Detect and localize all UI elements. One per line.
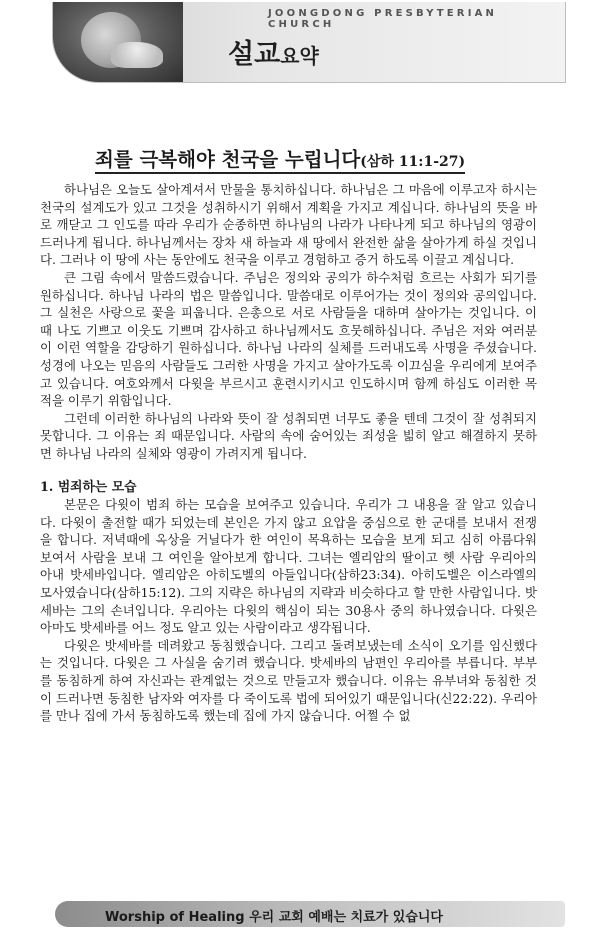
sermon-title-main: 죄를 극복해야 천국을 누립니다 bbox=[95, 148, 361, 171]
paragraph: 하나님은 오늘도 살아계셔서 만물을 통치하십니다. 하나님은 그 마음에 이루고자 하시는 천국의 설계도가 있고 그것을 성취하시기 위해서 계획을 가지고 계십니다. 하나님의 뜻을 바로 깨닫고 그 인도를 따라 우리가 순종하면 하나님의 나라가 나타나게 되고 하나님의 영광이 드러나게 됩니다. 하나님께서는 장차 새 하늘과 새 땅에서 완전한 삶을 살아가게 하실 것입니다. 그러나 이 땅에 사는 동안에도 천국을 이루고 경험하고 증거 하도록 이끌고 계십니다. bbox=[40, 182, 537, 268]
paragraph: 큰 그림 속에서 말씀드렸습니다. 주님은 정의와 공의가 하수처럼 흐르는 사회가 되기를 원하십니다. 하나님 나라의 법은 말씀입니다. 말씀대로 이루어가는 것이 정의와 공의입니다. 그 실천은 사랑으로 꽃을 피웁니다. 은총으로 서로 사람들을 대하며 살아가는 것입니다. 이 때 나도 기쁘고 이웃도 기쁘며 감사하고 하나님께서도 흐뭇해하십니다. 주님은 저와 여러분이 이런 역할을 감당하기 원하십니다. 하나님 나라의 실체를 드러내도록 사명을 주셨습니다. 성경에 나오는 믿음의 사람들도 그러한 사명을 가지고 살아가도록 이끄심을 우리에게 보여주고 있습니다. 여호와께서 다윗을 부르시고 훈련시키시고 인도하시며 함께 하심도 이러한 목적을 이루기 위함입니다. bbox=[40, 269, 537, 409]
sermon-label-small: 요약 bbox=[280, 44, 319, 68]
sermon-summary-label bbox=[228, 32, 319, 71]
paragraph: 다윗은 밧세바를 데려왔고 동침했습니다. 그리고 돌려보냈는데 소식이 오기를 임신했다는 것입니다. 다윗은 그 사실을 숨기려 했습니다. 밧세바의 남편인 우리아를 부릅니다. 부부를 동침하게 하여 자신과는 관계없는 것으로 만들고자 했습니다. 이유는 유부녀와 동침한 것이 드러나면 동침한 남자와 여자를 다 죽이도록 법에 되어있기 때문입니다(신22:22). 우리아를 만나 집에 가서 동침하도록 했는데 집에 가지 않습니다. 어쩔 수 없 bbox=[40, 637, 537, 724]
praying-person-photo bbox=[53, 2, 183, 82]
paragraph: 그런데 이러한 하나님의 나라와 뜻이 잘 성취되면 너무도 좋을 텐데 그것이 잘 성취되지 못합니다. 그 이유는 죄 때문입니다. 사람의 속에 숨어있는 죄성을 빎히 알고 해결하지 못하면 하나님 나라의 실체와 영광이 가려지게 됩니다. bbox=[40, 410, 537, 461]
praying-hands-image bbox=[111, 42, 163, 68]
sermon-title bbox=[95, 144, 465, 174]
scripture-reference: (삼하 11:1-27) bbox=[360, 154, 466, 170]
header-banner bbox=[52, 2, 566, 83]
paragraph: 본문은 다윗이 범죄 하는 모습을 보여주고 있습니다. 우리가 그 내용을 잘 알고 있습니다. 다윗이 출전할 때가 되었는데 본인은 가지 않고 요압을 중심으로 한 군대를 보내서 전쟁을 합니다. 저녁때에 옥상을 거닐다가 한 여인이 목욕하는 모습을 보게 되고 심히 아름다워 보여서 사람을 보내 그 여인을 알아보게 합니다. 그녀는 엘리암의 딸이고 헷 사람 우리아의 아내 밧세바입니다. 엘리암은 아히도벨의 아들입니다(삼하23:34). 아히도벨은 이스라엘의 모사였습니다(삼하15:12). 그의 지략은 하나님의 지략과 비슷하다고 할 만한 사람입니다. 밧세바는 그의 손녀입니다. 우리아는 다윗의 핵심이 되는 30용사 중의 하나였습니다. 다윗은 아마도 밧세바를 어느 정도 알고 있는 사람이라고 생각됩니다. bbox=[40, 497, 537, 636]
sermon-body bbox=[40, 181, 537, 725]
sermon-label-big: 설교 bbox=[228, 39, 281, 70]
church-name: JOONGDONG PRESBYTERIAN CHURCH bbox=[268, 8, 498, 30]
footer-banner bbox=[55, 901, 565, 927]
footer-slogan: Worship of Healing 우리 교회 예배는 치료가 있습니다 bbox=[105, 910, 443, 925]
section-heading: 1. 범죄하는 모습 bbox=[40, 479, 137, 495]
